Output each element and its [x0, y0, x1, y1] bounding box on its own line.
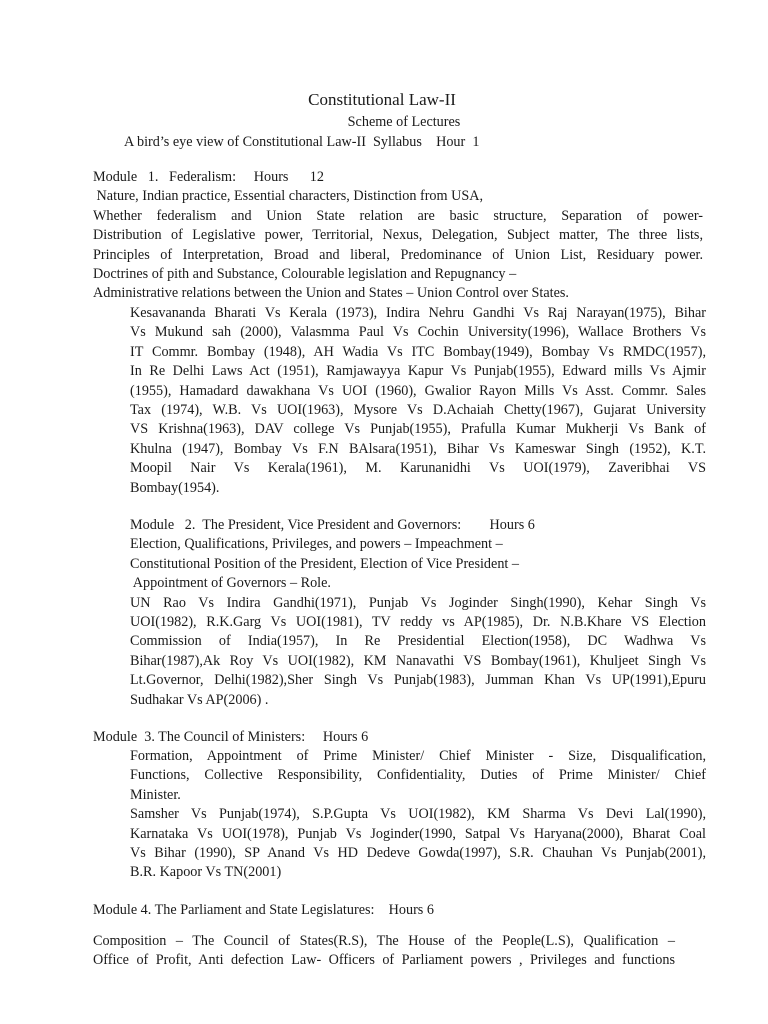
module-4-line: Composition – The Council of States(R.S), The House of the People(L.S), Qualification – — [93, 933, 675, 949]
module-3-heading-block — [93, 728, 703, 747]
case-line: Bombay(1954). — [130, 479, 220, 496]
module-4-heading: Module 4. The Parliament and State Legislatures: Hours 6 — [93, 902, 434, 918]
module-1-line: Doctrines of pith and Substance, Colourable legislation and Repugnancy – — [93, 266, 517, 283]
case-line: Tax (1974), W.B. Vs UOI(1963), Mysore Vs D.Achaiah Chetty(1967), Gujarat University — [130, 402, 706, 419]
case-line: Bihar(1987),Ak Roy Vs UOI(1982), KM Nanavathi VS Bombay(1961), Khuljeet Singh Vs — [130, 652, 706, 669]
module-3-line: Functions, Collective Responsibility, Confidentiality, Duties of Prime Minister/ Chief — [130, 767, 706, 784]
module-2-section — [130, 516, 706, 710]
case-line: VS Krishna(1963), DAV college Vs Punjab(1955), Prafulla Kumar Mukherji Vs Bank of — [130, 421, 706, 438]
case-line: Kesavananda Bharati Vs Kerala (1973), Indira Nehru Gandhi Vs Raj Narayan(1975), Bihar — [130, 305, 706, 321]
case-line: Sudhakar Vs AP(2006) . — [130, 691, 269, 708]
module-1-line: Principles of Interpretation, Broad and liberal, Predominance of Union List, Residuary power. — [93, 246, 703, 263]
module-1-line: Nature, Indian practice, Essential characters, Distinction from USA, — [93, 188, 484, 205]
case-line: Vs Mukund sah (2000), Valasmma Paul Vs Cochin University(1996), Wallace Brothers Vs — [130, 324, 706, 341]
module-4-section — [93, 932, 675, 971]
module-3-section — [130, 747, 706, 883]
module-1-cases — [130, 304, 706, 498]
case-line: Lt.Governor, Delhi(1982),Sher Singh Vs Punjab(1983), Jumman Khan Vs UP(1991),Epuru — [130, 672, 706, 689]
case-line: Khulna (1947), Bombay Vs F.N BAlsara(1951), Bihar Vs Kameswar Singh (1952), K.T. — [130, 440, 706, 457]
case-line: UOI(1982), R.K.Garg Vs UOI(1981), TV reddy vs AP(1985), Dr. N.B.Khare VS Election — [130, 614, 706, 631]
module-1-line: Whether federalism and Union State relation are basic structure, Separation of power- — [93, 207, 703, 224]
module-3-line: Formation, Appointment of Prime Minister/ Chief Minister - Size, Disqualification, — [130, 748, 706, 764]
case-line: IT Commr. Bombay (1948), AH Wadia Vs ITC Bombay(1949), Bombay Vs RMDC(1957), — [130, 343, 706, 360]
case-line: B.R. Kapoor Vs TN(2001) — [130, 864, 282, 881]
module-3-line: Minister. — [130, 786, 181, 803]
case-line: (1955), Hamadard dawakhana Vs UOI (1960), Gwalior Rayon Mills Vs Asst. Commr. Sales — [130, 382, 706, 399]
module-1-line: Administrative relations between the Union and States – Union Control over States. — [93, 285, 569, 302]
module-2-line: Constitutional Position of the President, Election of Vice President – — [130, 555, 519, 572]
module-1-line: Distribution of Legislative power, Territorial, Nexus, Delegation, Subject matter, The three lists, — [93, 227, 703, 244]
module-1-section — [93, 168, 703, 304]
document-subtitle: Scheme of Lectures — [347, 114, 461, 130]
case-line: Vs Bihar (1990), SP Anand Vs HD Dedeve Gowda(1997), S.R. Chauhan Vs Punjab(2001), — [130, 845, 706, 862]
module-2-line: Appointment of Governors – Role. — [130, 575, 331, 592]
case-line: Karnataka Vs UOI(1978), Punjab Vs Joginder(1990, Satpal Vs Haryana(2000), Bharat Coal — [130, 825, 706, 842]
case-line: UN Rao Vs Indira Gandhi(1971), Punjab Vs Joginder Singh(1990), Kehar Singh Vs — [130, 594, 706, 611]
case-line: In Re Delhi Laws Act (1951), Ramjawayya Kapur Vs Punjab(1955), Edward mills Vs Ajmir — [130, 363, 706, 380]
module-4-line: Office of Profit, Anti defection Law- Officers of Parliament powers , Privileges and functions — [93, 952, 675, 969]
module-2-heading: Module 2. The President, Vice President and Governors: Hours 6 — [130, 517, 535, 533]
module-2-line: Election, Qualifications, Privileges, and powers – Impeachment – — [130, 536, 503, 553]
birdseye-line: A bird’s eye view of Constitutional Law-II Syllabus Hour 1 — [124, 134, 480, 150]
case-line: Samsher Vs Punjab(1974), S.P.Gupta Vs UOI(1982), KM Sharma Vs Devi Lal(1990), — [130, 806, 706, 823]
module-4-heading-block — [93, 901, 705, 920]
module-1-heading: Module 1. Federalism: Hours 12 — [93, 169, 324, 185]
case-line: Moopil Nair Vs Kerala(1961), M. Karunanidhi Vs UOI(1979), Zaveribhai VS — [130, 460, 706, 477]
case-line: Commission of India(1957), In Re Presidential Election(1958), DC Wadhwa Vs — [130, 633, 706, 650]
module-3-heading: Module 3. The Council of Ministers: Hours 6 — [93, 729, 369, 745]
document-title: Constitutional Law-II — [308, 90, 456, 109]
